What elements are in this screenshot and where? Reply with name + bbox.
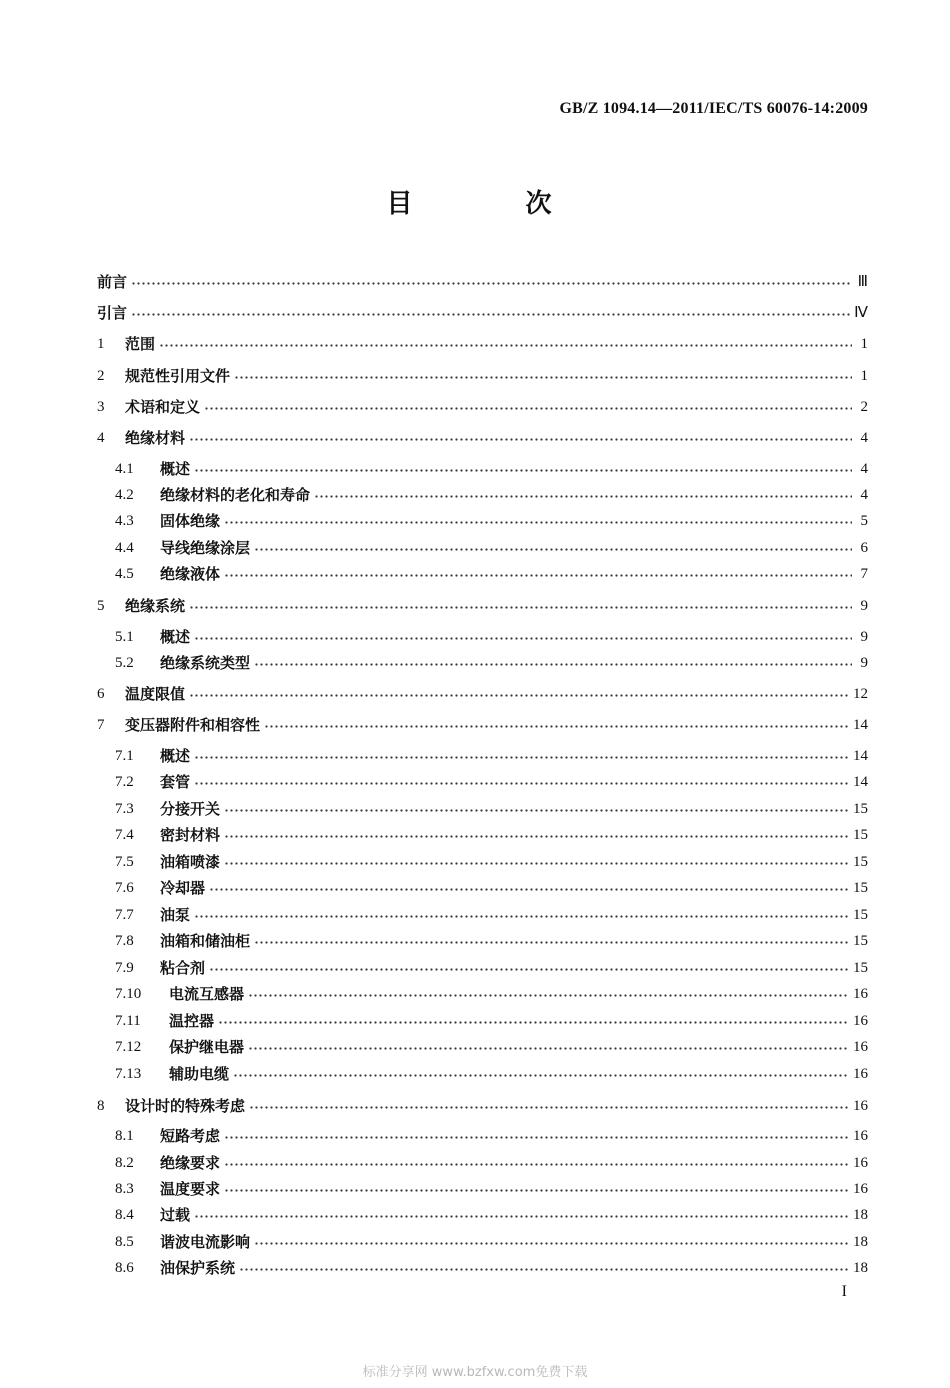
dot-leader xyxy=(209,886,849,892)
toc-entry-page: 7 xyxy=(860,566,868,582)
toc-entry-number: 4 xyxy=(97,430,105,446)
toc-entry-page: Ⅳ xyxy=(854,305,868,321)
toc-entry[interactable] xyxy=(115,795,868,819)
toc-entry-label: 引言 xyxy=(97,304,128,322)
toc-entry-number: 5.1 xyxy=(115,629,134,645)
toc-entry-page: 16 xyxy=(853,1155,868,1171)
dot-leader xyxy=(239,1266,849,1272)
toc-entry-label: 油保护系统 xyxy=(160,1259,236,1277)
toc-entry-label: 概述 xyxy=(160,628,191,646)
dot-leader xyxy=(189,436,852,442)
dot-leader xyxy=(224,1161,849,1167)
dot-leader xyxy=(194,913,849,919)
toc-entry-number: 3 xyxy=(97,399,105,415)
toc-entry[interactable] xyxy=(115,1122,868,1146)
toc-entry-page: 14 xyxy=(853,774,868,790)
toc-entry-label: 规范性引用文件 xyxy=(125,367,231,385)
toc-entry-page: 16 xyxy=(853,1013,868,1029)
toc-entry-number: 4.1 xyxy=(115,461,134,477)
dot-leader xyxy=(209,966,849,972)
toc-entry-number: 8 xyxy=(97,1098,105,1114)
page-number: I xyxy=(841,1283,847,1300)
toc-entry[interactable] xyxy=(97,330,868,354)
toc-entry-number: 7 xyxy=(97,717,105,733)
toc-entry-label: 概述 xyxy=(160,460,191,478)
toc-entry-label: 绝缘要求 xyxy=(160,1154,221,1172)
toc-entry-label: 绝缘系统类型 xyxy=(160,654,251,672)
dot-leader xyxy=(254,546,852,552)
toc-entry-number: 7.12 xyxy=(115,1039,142,1055)
toc-entry-page: 9 xyxy=(860,655,868,671)
toc-entry-label: 绝缘系统 xyxy=(125,597,186,615)
toc-entry-number: 7.5 xyxy=(115,854,134,870)
toc-entry[interactable] xyxy=(115,1175,868,1199)
toc-entry-page: 4 xyxy=(860,487,868,503)
toc-entry-label: 油泵 xyxy=(160,906,191,924)
toc-entry-label: 范围 xyxy=(125,335,156,353)
toc-entry-label: 谐波电流影响 xyxy=(160,1233,251,1251)
toc-entry-page: 15 xyxy=(853,827,868,843)
toc-entry-page: 15 xyxy=(853,933,868,949)
dot-leader xyxy=(159,342,852,348)
toc-entry[interactable] xyxy=(115,1060,868,1084)
dot-leader xyxy=(194,780,849,786)
toc-entry-page: 15 xyxy=(853,880,868,896)
dot-leader xyxy=(224,519,852,525)
toc-entry-page: 16 xyxy=(853,1039,868,1055)
toc-entry[interactable] xyxy=(97,592,868,616)
toc-entry-number: 5.2 xyxy=(115,655,134,671)
toc-entry-label: 前言 xyxy=(97,273,128,291)
toc-entry-number: 1 xyxy=(97,336,105,352)
dot-leader xyxy=(224,572,852,578)
toc-entry[interactable] xyxy=(115,901,868,925)
toc-entry[interactable] xyxy=(115,481,868,505)
dot-leader xyxy=(224,807,849,813)
watermark-text: 标准分享网 www.bzfxw.com免费下载 xyxy=(362,1365,588,1380)
toc-entry-label: 固体绝缘 xyxy=(160,512,221,530)
dot-leader xyxy=(204,405,852,411)
dot-leader xyxy=(248,1045,849,1051)
toc-entry-label: 短路考虑 xyxy=(160,1127,221,1145)
toc-entry-page: 14 xyxy=(853,748,868,764)
toc-entry-page: 18 xyxy=(853,1234,868,1250)
page-title: 目 次 xyxy=(386,189,604,219)
toc-entry[interactable] xyxy=(115,1007,868,1031)
toc-entry-page: 15 xyxy=(853,801,868,817)
toc-entry-page: 16 xyxy=(853,1066,868,1082)
toc-entry[interactable] xyxy=(115,623,868,647)
toc-entry-label: 套管 xyxy=(160,773,191,791)
toc-entry[interactable] xyxy=(97,299,868,323)
toc-entry[interactable] xyxy=(115,455,868,479)
toc-entry-label: 油箱和储油柜 xyxy=(160,932,251,950)
toc-entry-label: 概述 xyxy=(160,747,191,765)
toc-entry[interactable] xyxy=(115,768,868,792)
toc-entry-page: 6 xyxy=(860,540,868,556)
toc-entry-number: 7.4 xyxy=(115,827,134,843)
toc-entry-number: 7.2 xyxy=(115,774,134,790)
toc-entry-label: 绝缘材料 xyxy=(125,429,186,447)
dot-leader xyxy=(194,635,852,641)
dot-leader xyxy=(233,1072,849,1078)
toc-entry[interactable] xyxy=(97,393,868,417)
toc-entry[interactable] xyxy=(97,1092,868,1116)
toc-entry[interactable] xyxy=(97,424,868,448)
toc-entry-label: 导线绝缘涂层 xyxy=(160,539,251,557)
toc-entry-number: 7.6 xyxy=(115,880,134,896)
dot-leader xyxy=(224,833,849,839)
toc-entry-number: 4.4 xyxy=(115,540,134,556)
toc-entry-label: 冷却器 xyxy=(160,879,206,897)
toc-entry-label: 绝缘材料的老化和寿命 xyxy=(160,486,311,504)
toc-entry-number: 8.1 xyxy=(115,1128,134,1144)
toc-entry[interactable] xyxy=(97,362,868,386)
dot-leader xyxy=(249,1104,849,1110)
toc-entry[interactable] xyxy=(115,560,868,584)
toc-entry-number: 7.10 xyxy=(115,986,142,1002)
dot-leader xyxy=(264,723,849,729)
dot-leader xyxy=(194,1213,849,1219)
toc-entry-page: 16 xyxy=(853,1128,868,1144)
toc-entry[interactable] xyxy=(115,742,868,766)
toc-entry[interactable] xyxy=(115,649,868,673)
dot-leader xyxy=(194,754,849,760)
dot-leader xyxy=(234,374,852,380)
toc-entry-page: 4 xyxy=(860,430,868,446)
toc-entry-number: 8.3 xyxy=(115,1181,134,1197)
toc-entry-label: 油箱喷漆 xyxy=(160,853,221,871)
dot-leader xyxy=(189,604,852,610)
toc-entry-label: 术语和定义 xyxy=(125,398,201,416)
toc-entry-label: 电流互感器 xyxy=(169,985,245,1003)
toc-entry[interactable] xyxy=(115,507,868,531)
toc-entry-number: 8.4 xyxy=(115,1207,134,1223)
dot-leader xyxy=(224,860,849,866)
dot-leader xyxy=(254,661,852,667)
toc-entry-label: 温控器 xyxy=(169,1012,215,1030)
dot-leader xyxy=(224,1134,849,1140)
dot-leader xyxy=(218,1019,849,1025)
toc-entry-number: 4.3 xyxy=(115,513,134,529)
toc-entry[interactable] xyxy=(97,711,868,735)
dot-leader xyxy=(189,692,849,698)
toc-entry-label: 分接开关 xyxy=(160,800,221,818)
toc-entry[interactable] xyxy=(115,848,868,872)
toc-entry-label: 绝缘液体 xyxy=(160,565,221,583)
toc-entry[interactable] xyxy=(115,1149,868,1173)
toc-entry-label: 变压器附件和相容性 xyxy=(125,716,261,734)
toc-entry-number: 7.13 xyxy=(115,1066,142,1082)
dot-leader xyxy=(254,1240,849,1246)
dot-leader xyxy=(194,467,852,473)
toc-entry-page: 15 xyxy=(853,854,868,870)
toc-entry-number: 7.7 xyxy=(115,907,134,923)
toc-entry-label: 保护继电器 xyxy=(169,1038,245,1056)
toc-entry[interactable] xyxy=(97,268,868,292)
toc-entry-number: 7.1 xyxy=(115,748,134,764)
toc-entry-label: 温度要求 xyxy=(160,1180,221,1198)
toc-entry-number: 5 xyxy=(97,598,105,614)
toc-entry-number: 2 xyxy=(97,368,105,384)
toc-entry-label: 设计时的特殊考虑 xyxy=(125,1097,246,1115)
toc-entry-page: Ⅲ xyxy=(857,274,868,290)
toc-entry[interactable] xyxy=(115,1033,868,1057)
toc-entry-label: 温度限值 xyxy=(125,685,186,703)
dot-leader xyxy=(248,992,849,998)
dot-leader xyxy=(131,311,850,317)
toc-entry-number: 6 xyxy=(97,686,105,702)
toc-entry-page: 4 xyxy=(860,461,868,477)
toc-entry-number: 4.2 xyxy=(115,487,134,503)
toc-entry-number: 8.6 xyxy=(115,1260,134,1276)
toc-entry[interactable] xyxy=(115,927,868,951)
toc-entry-page: 5 xyxy=(860,513,868,529)
toc-entry[interactable] xyxy=(115,874,868,898)
toc-entry[interactable] xyxy=(115,1228,868,1252)
toc-entry-page: 9 xyxy=(860,598,868,614)
toc-entry-number: 8.5 xyxy=(115,1234,134,1250)
toc-entry[interactable] xyxy=(97,680,868,704)
toc-entry[interactable] xyxy=(115,954,868,978)
toc-entry-page: 9 xyxy=(860,629,868,645)
dot-leader xyxy=(254,939,849,945)
toc-entry-number: 7.3 xyxy=(115,801,134,817)
toc-entry[interactable] xyxy=(115,1254,868,1278)
toc-entry-page: 16 xyxy=(853,986,868,1002)
toc-entry[interactable] xyxy=(115,1201,868,1225)
toc-entry-page: 1 xyxy=(860,336,868,352)
toc-entry-page: 18 xyxy=(853,1207,868,1223)
toc-entry-number: 4.5 xyxy=(115,566,134,582)
toc-entry-number: 7.8 xyxy=(115,933,134,949)
dot-leader xyxy=(131,280,852,286)
toc-entry-page: 14 xyxy=(853,717,868,733)
toc-entry-number: 8.2 xyxy=(115,1155,134,1171)
toc-entry-label: 粘合剂 xyxy=(160,959,206,977)
toc-entry[interactable] xyxy=(115,534,868,558)
toc-entry-label: 过载 xyxy=(160,1206,191,1224)
toc-entry-number: 7.11 xyxy=(115,1013,141,1029)
document-code: GB/Z 1094.14—2011/IEC/TS 60076-14:2009 xyxy=(559,100,868,117)
toc-entry[interactable] xyxy=(115,980,868,1004)
toc-entry-page: 1 xyxy=(860,368,868,384)
toc-entry-number: 7.9 xyxy=(115,960,134,976)
toc-entry-page: 15 xyxy=(853,907,868,923)
dot-leader xyxy=(224,1187,849,1193)
toc-entry-page: 15 xyxy=(853,960,868,976)
dot-leader xyxy=(314,493,852,499)
toc-entry-page: 12 xyxy=(853,686,868,702)
toc-entry[interactable] xyxy=(115,821,868,845)
toc-entry-label: 密封材料 xyxy=(160,826,221,844)
toc-entry-page: 2 xyxy=(860,399,868,415)
toc-entry-label: 辅助电缆 xyxy=(169,1065,230,1083)
toc-entry-page: 16 xyxy=(853,1098,868,1114)
toc-entry-page: 18 xyxy=(853,1260,868,1276)
toc-entry-page: 16 xyxy=(853,1181,868,1197)
